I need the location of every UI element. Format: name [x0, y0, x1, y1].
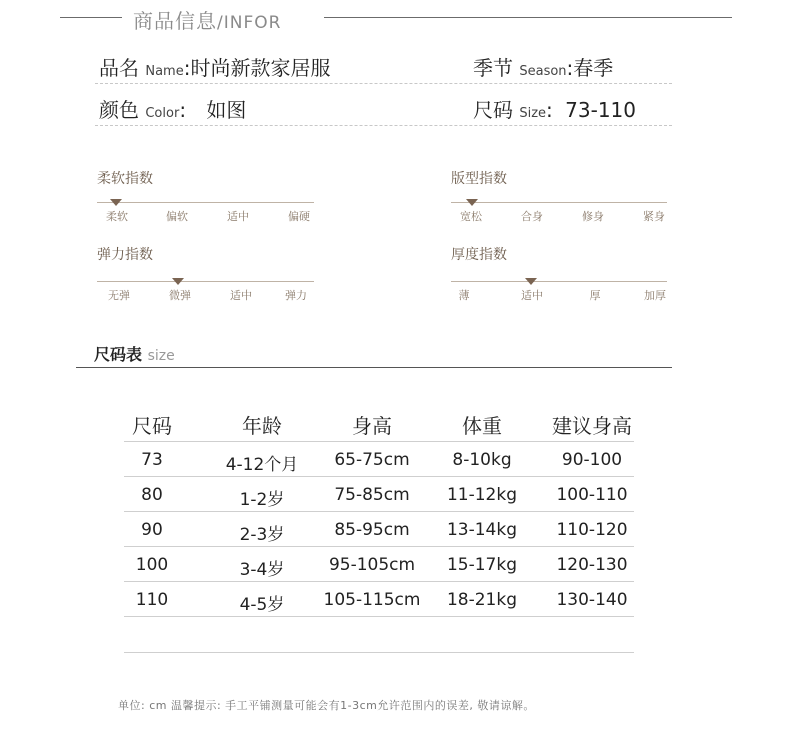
elasticity-tick-0: 无弹 [108, 289, 130, 302]
color-label-cn: 颜色 [99, 98, 139, 122]
info-divider-2 [95, 125, 672, 126]
size-label-en: Size [519, 106, 547, 121]
elasticity-tick-2: 适中 [230, 289, 252, 302]
fit-tick-0: 宽松 [460, 210, 482, 223]
elasticity-track [97, 281, 314, 282]
section-title-product-info [133, 5, 281, 34]
fit-tick-3: 紧身 [643, 210, 665, 223]
softness-marker [110, 199, 122, 206]
name-label-en: Name [145, 64, 184, 79]
table-row-divider [124, 581, 634, 582]
size-chart-title [94, 342, 175, 365]
color-value: 如图 [206, 98, 247, 122]
color-colon: : [179, 98, 187, 122]
table-cell: 4-5岁 [239, 595, 285, 615]
table-cell: 1-2岁 [239, 490, 285, 510]
name-value: 时尚新款家居服 [190, 56, 331, 80]
table-cell: 110 [135, 590, 169, 610]
color-row [99, 94, 246, 123]
fit-marker [466, 199, 478, 206]
table-cell: 15-17kg [446, 555, 518, 575]
elasticity-tick-1: 微弹 [169, 289, 191, 302]
softness-tick-1: 偏软 [166, 210, 188, 223]
section-title-en: /INFOR [217, 13, 282, 33]
table-cell: 110-120 [556, 520, 628, 540]
softness-track [97, 202, 314, 203]
thickness-tick-0: 薄 [458, 289, 470, 302]
measurement-note: 单位: cm 温馨提示: 手工平铺测量可能会有1-3cm允许范围内的误差, 敬请谅解。 [118, 699, 535, 712]
table-cell: 2-3岁 [239, 525, 285, 545]
season-label-en: Season [519, 64, 567, 79]
header-line-left [60, 17, 122, 18]
table-cell: 75-85cm [334, 485, 410, 505]
table-row-divider [124, 616, 634, 617]
table-row-divider [124, 546, 634, 547]
table-cell: 100-110 [556, 485, 628, 505]
fit-index-title: 版型指数 [451, 171, 507, 187]
table-cell: 95-105cm [328, 555, 416, 575]
table-row-divider [124, 441, 634, 442]
header-line-right [324, 17, 732, 18]
season-value: 春季 [573, 56, 614, 80]
section-title-cn: 商品信息 [133, 9, 217, 33]
thickness-tick-3: 加厚 [644, 289, 666, 302]
table-cell: 73 [141, 450, 163, 470]
table-cell: 8-10kg [452, 450, 512, 470]
size-value: 73-110 [565, 98, 636, 122]
size-chart-title-cn: 尺码表 [94, 345, 143, 364]
table-bottom-rule [124, 652, 634, 653]
season-label-cn: 季节 [473, 56, 513, 80]
table-cell: 3-4岁 [239, 560, 285, 580]
table-cell: 100 [135, 555, 169, 575]
table-cell: 120-130 [556, 555, 628, 575]
info-divider-1 [95, 83, 672, 84]
table-cell: 90-100 [561, 450, 623, 470]
softness-tick-2: 适中 [227, 210, 249, 223]
softness-index-title: 柔软指数 [97, 171, 153, 187]
fit-tick-1: 合身 [521, 210, 543, 223]
name-colon: : [183, 56, 191, 80]
season-row [473, 52, 613, 81]
size-colon: : [546, 98, 553, 122]
elasticity-marker [172, 278, 184, 285]
table-header-size: 尺码 [132, 414, 172, 438]
elasticity-index-title: 弹力指数 [97, 247, 153, 263]
softness-tick-0: 柔软 [106, 210, 128, 223]
table-cell: 11-12kg [446, 485, 518, 505]
thickness-index-title: 厚度指数 [451, 247, 507, 263]
softness-tick-3: 偏硬 [288, 210, 310, 223]
table-header-height: 身高 [352, 414, 392, 438]
season-colon: : [566, 56, 574, 80]
size-label-cn: 尺码 [473, 98, 513, 122]
table-header-weight: 体重 [462, 414, 502, 438]
table-cell: 13-14kg [446, 520, 518, 540]
table-cell: 85-95cm [334, 520, 410, 540]
size-row [473, 94, 636, 123]
table-cell: 105-115cm [323, 590, 421, 610]
table-cell: 80 [141, 485, 163, 505]
thickness-tick-2: 厚 [589, 289, 601, 302]
product-name-row [99, 52, 330, 81]
table-row-divider [124, 476, 634, 477]
table-header-age: 年龄 [242, 414, 282, 438]
thickness-marker [525, 278, 537, 285]
thickness-tick-1: 适中 [521, 289, 543, 302]
fit-tick-2: 修身 [582, 210, 604, 223]
thickness-track [451, 281, 667, 282]
table-cell: 65-75cm [334, 450, 410, 470]
fit-track [451, 202, 667, 203]
size-chart-title-en: size [147, 348, 175, 364]
name-label-cn: 品名 [99, 56, 139, 80]
elasticity-tick-3: 弹力 [285, 289, 307, 302]
table-cell: 130-140 [556, 590, 628, 610]
size-chart-rule [76, 367, 672, 368]
table-cell: 90 [141, 520, 163, 540]
color-label-en: Color [145, 106, 180, 121]
table-header-suggested-height: 建议身高 [552, 414, 632, 438]
table-cell: 18-21kg [446, 590, 518, 610]
table-cell: 4-12个月 [225, 455, 299, 475]
table-row-divider [124, 511, 634, 512]
